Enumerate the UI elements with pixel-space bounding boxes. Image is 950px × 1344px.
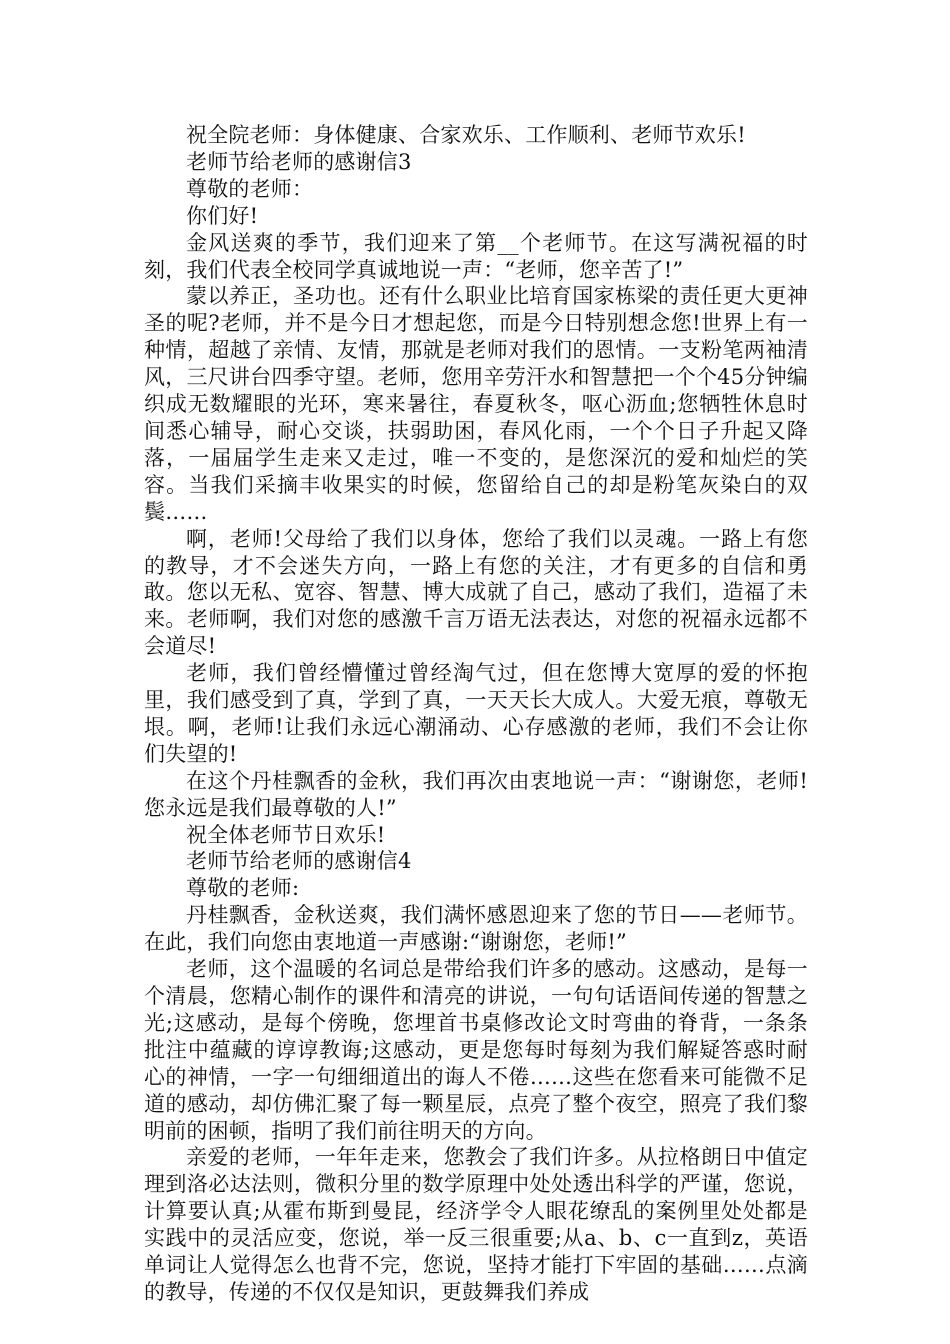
greeting: 你们好! [186,203,259,228]
closing-wish: 祝全体老师节日欢乐! [186,822,386,847]
salutation: 尊敬的老师： [186,176,314,201]
paragraph: 在这个丹桂飘香的金秋，我们再次由衷地说一声：“谢谢您，老师!您永远是我们最尊敬的人!” [144,768,808,820]
paragraph: 老师，我们曾经懵懂过曾经淘气过，但在您博大宽厚的爱的怀抱里，我们感受到了真，学到了真，一天天长大成人。大爱无痕，尊敬无垠。啊，老师!让我们永远心潮涌动、心存感激的老师，我们不会让你们失望的! [144,661,808,766]
paragraph: 亲爱的老师，一年年走来，您教会了我们许多。从拉格朗日中值定理到洛必达法则，微积分里的数学原理中处处透出科学的严谨，您说，计算要认真;从霍布斯到曼昆，经济学令人眼花缭乱的案例里处处都是实践中的灵活应变，您说，举一反三很重要;从a、b、c一直到z，英语单词让人觉得怎么也背不完，您说，坚持才能打下牢固的基础……点滴的教导，传递的不仅仅是知识，更鼓舞我们养成 [144,1145,808,1304]
paragraph-greeting-wish: 祝全院老师：身体健康、合家欢乐、工作顺利、老师节欢乐! [186,123,746,147]
heading-letter-3: 老师节给老师的感谢信3 [186,149,412,174]
heading-letter-4: 老师节给老师的感谢信4 [186,849,412,874]
document-body [144,122,808,1306]
paragraph: 丹桂飘香，金秋送爽，我们满怀感恩迎来了您的节日——老师节。在此，我们向您由衷地道一声感谢:“谢谢您，老师!” [144,903,808,955]
paragraph: 蒙以养正，圣功也。还有什么职业比培育国家栋梁的责任更大更神圣的呢?老师，并不是今日才想起您，而是今日特别想念您!世界上有一种情，超越了亲情、友情，那就是老师对我们的恩情。一支粉笔两袖清风，三尺讲台四季守望。老师，您用辛劳汗水和智慧把一个个45分钟编织成无数耀眼的光环，寒来暑往，春夏秋冬，呕心沥血;您牺牲休息时间悉心辅导，耐心交谈，扶弱助困，春风化雨，一个个日子升起又降落，一届届学生走来又走过，唯一不变的，是您深沉的爱和灿烂的笑容。当我们采摘丰收果实的时候，您留给自己的却是粉笔灰染白的双鬓…… [144,284,808,524]
paragraph: 老师，这个温暖的名词总是带给我们许多的感动。这感动，是每一个清晨，您精心制作的课件和清亮的讲说，一句句话语间传递的智慧之光;这感动，是每个傍晚，您埋首书桌修改论文时弯曲的脊背，一条条批注中蕴藏的谆谆教诲;这感动，更是您每时每刻为我们解疑答惑时耐心的神情，一字一句细细道出的诲人不倦……这些在您看来可能微不足道的感动，却仿佛汇聚了每一颗星辰，点亮了整个夜空，照亮了我们黎明前的困顿，指明了我们前往明天的方向。 [144,957,808,1143]
salutation: 尊敬的老师: [186,876,300,901]
paragraph: 啊，老师!父母给了我们以身体，您给了我们以灵魂。一路上有您的教导，才不会迷失方向，一路上有您的关注，才有更多的自信和勇敢。您以无私、宽容、智慧、博大成就了自己，感动了我们，造福了未来。老师啊，我们对您的感激千言万语无法表达，对您的祝福永远都不会道尽! [144,526,808,659]
paragraph: 金风送爽的季节，我们迎来了第__个老师节。在这写满祝福的时刻，我们代表全校同学真诚地说一声：“老师，您辛苦了!” [144,230,808,282]
